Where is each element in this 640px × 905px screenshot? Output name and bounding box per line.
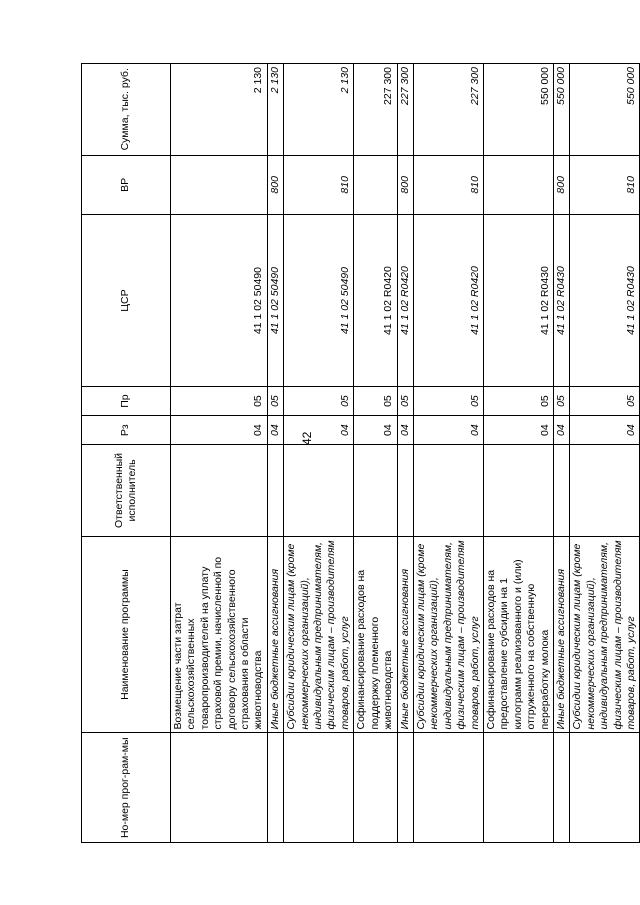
cell-rz: 04	[354, 416, 397, 445]
table-row	[570, 64, 640, 843]
cell-number	[570, 733, 640, 843]
cell-executor	[284, 445, 354, 536]
cell-number	[413, 733, 483, 843]
cell-sum: 227 300	[397, 64, 413, 156]
cell-pr: 05	[354, 387, 397, 416]
cell-sum: 2 130	[171, 64, 268, 156]
table-row	[354, 64, 397, 843]
cell-vr: 810	[413, 155, 483, 215]
cell-vr: 800	[553, 155, 569, 215]
cell-rz: 04	[397, 416, 413, 445]
cell-sum: 550 000	[570, 64, 640, 156]
cell-csr: 41 1 02 R0420	[413, 215, 483, 387]
cell-vr	[171, 155, 268, 215]
col-header-number: Но-мер прог-рам-мы	[82, 733, 171, 843]
cell-vr: 800	[267, 155, 283, 215]
cell-sum: 2 130	[284, 64, 354, 156]
cell-vr: 800	[397, 155, 413, 215]
cell-sum: 227 300	[354, 64, 397, 156]
budget-table-container	[81, 63, 637, 843]
cell-program-name: Софинансирование расходов на поддержку племенного животноводства	[354, 536, 397, 733]
cell-pr: 05	[397, 387, 413, 416]
cell-vr	[483, 155, 553, 215]
header-row	[82, 64, 171, 843]
cell-sum: 550 000	[553, 64, 569, 156]
cell-rz: 04	[570, 416, 640, 445]
cell-program-name: Софинансирование расходов на предоставление субсидии на 1 килограмм реализованного и (или) отгруженного на собственную переработку молока	[483, 536, 553, 733]
col-header-vr: ВР	[82, 155, 171, 215]
cell-csr: 41 1 02 R0430	[570, 215, 640, 387]
cell-rz: 04	[483, 416, 553, 445]
cell-csr: 41 1 02 R0420	[397, 215, 413, 387]
cell-pr: 05	[284, 387, 354, 416]
cell-program-name: Возмещение части затрат сельскохозяйственных товаропроизводителей на уплату страховой премии, начисленной по договору сельскохозяйственного страхования в области животноводства	[171, 536, 268, 733]
table-row	[171, 64, 268, 843]
cell-executor	[570, 445, 640, 536]
col-header-rz: Рз	[82, 416, 171, 445]
cell-executor	[267, 445, 283, 536]
cell-rz: 04	[284, 416, 354, 445]
cell-program-name: Субсидии юридическим лицам (кроме некоммерческих организаций), индивидуальным предпринимателям, физическим лицам – производителям товаров, работ, услуг	[413, 536, 483, 733]
cell-sum: 227 300	[413, 64, 483, 156]
cell-pr: 05	[267, 387, 283, 416]
cell-rz: 04	[413, 416, 483, 445]
cell-csr: 41 1 02 50490	[171, 215, 268, 387]
col-header-pr: Пр	[82, 387, 171, 416]
table-row	[284, 64, 354, 843]
cell-sum: 550 000	[483, 64, 553, 156]
cell-rz: 04	[553, 416, 569, 445]
cell-executor	[553, 445, 569, 536]
cell-rz: 04	[267, 416, 283, 445]
cell-number	[267, 733, 283, 843]
cell-number	[284, 733, 354, 843]
budget-table	[81, 63, 640, 843]
cell-csr: 41 1 02 50490	[267, 215, 283, 387]
cell-number	[483, 733, 553, 843]
cell-csr: 41 1 02 R0420	[354, 215, 397, 387]
cell-sum: 2 130	[267, 64, 283, 156]
col-header-sum: Сумма, тыс. руб.	[82, 64, 171, 156]
cell-executor	[354, 445, 397, 536]
cell-executor	[171, 445, 268, 536]
table-row	[413, 64, 483, 843]
page-number: 42	[300, 431, 314, 445]
cell-executor	[413, 445, 483, 536]
table-row	[397, 64, 413, 843]
cell-vr	[354, 155, 397, 215]
table-row	[553, 64, 569, 843]
cell-program-name: Иные бюджетные ассигнования	[267, 536, 283, 733]
cell-vr: 810	[284, 155, 354, 215]
col-header-program-name: Наименование программы	[82, 536, 171, 733]
cell-rz: 04	[171, 416, 268, 445]
col-header-executor: Ответственный исполнитель	[82, 445, 171, 536]
cell-pr: 05	[413, 387, 483, 416]
cell-program-name: Субсидии юридическим лицам (кроме некоммерческих организаций), индивидуальным предпринимателям, физическим лицам – производителям товаров, работ, услуг	[284, 536, 354, 733]
cell-number	[354, 733, 397, 843]
cell-pr: 05	[570, 387, 640, 416]
cell-program-name: Иные бюджетные ассигнования	[397, 536, 413, 733]
cell-csr: 41 1 02 R0430	[483, 215, 553, 387]
col-header-csr: ЦСР	[82, 215, 171, 387]
table-row	[267, 64, 283, 843]
cell-csr: 41 1 02 R0430	[553, 215, 569, 387]
cell-program-name: Субсидии юридическим лицам (кроме некоммерческих организаций), индивидуальным предпринимателям, физическим лицам – производителям товаров, работ, услуг	[570, 536, 640, 733]
cell-number	[171, 733, 268, 843]
cell-number	[553, 733, 569, 843]
cell-vr: 810	[570, 155, 640, 215]
cell-pr: 05	[483, 387, 553, 416]
cell-program-name: Иные бюджетные ассигнования	[553, 536, 569, 733]
cell-pr: 05	[553, 387, 569, 416]
cell-pr: 05	[171, 387, 268, 416]
table-row	[483, 64, 553, 843]
cell-csr: 41 1 02 50490	[284, 215, 354, 387]
cell-number	[397, 733, 413, 843]
cell-executor	[397, 445, 413, 536]
cell-executor	[483, 445, 553, 536]
